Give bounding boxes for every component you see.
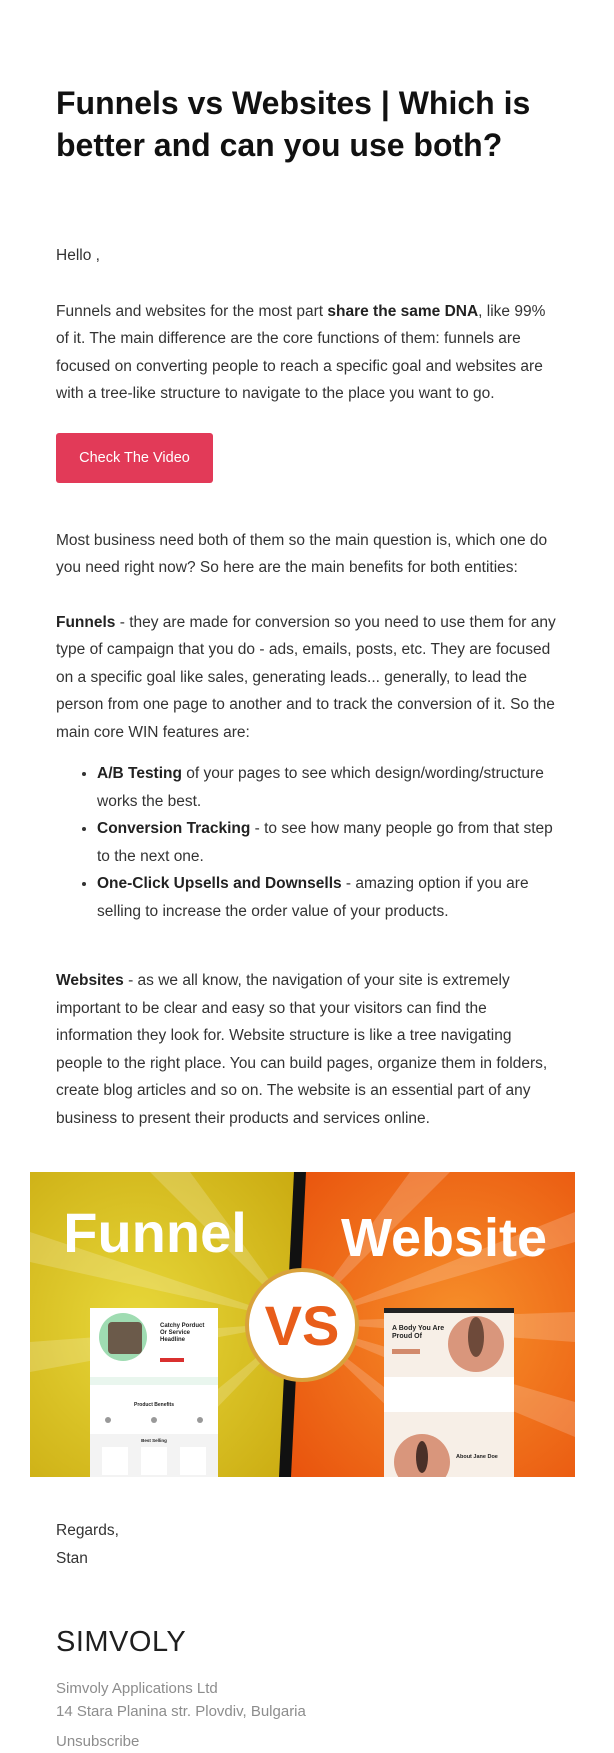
funnel-card-headline: Catchy Porduct Or Service Headline [160, 1323, 205, 1343]
intro-paragraph [56, 298, 558, 408]
funnel-vs-website-banner[interactable] [30, 1172, 575, 1477]
intro-text-end: , like 99% of it. The main difference are the core functions of them: funnels are focused on converting people to reach a specific goal and websites are with a tree-like structure to navigate to the place you want to go. [56, 302, 546, 402]
unsubscribe-link[interactable]: Unsubscribe [56, 1733, 140, 1750]
greeting: Hello , [56, 247, 100, 264]
funnels-text: - they are made for conversion so you need to use them for any type of campaign that you do - ads, emails, posts, etc. They are focused on a specific goal like sales, generating leads... generally, to lead the person from one page to another and to track the conversion of it. So the main core WIN features are: [56, 613, 556, 741]
email-title: Funnels vs Websites | Which is better and can you use both? [56, 85, 531, 163]
websites-text: - as we all know, the navigation of your site is extremely important to be clear and easy so that your visitors can find the information they look for. Website structure is like a tree navigating people to the right place. You can build pages, organize them in folders, create blog articles and so on. The website is an essential part of any business to present their products and services online. [56, 972, 548, 1127]
footer [56, 1677, 558, 1723]
feature-name: One-Click Upsells and Downsells [97, 875, 342, 892]
regards: Regards, [56, 1522, 119, 1539]
intro-text-start: Funnels and websites for the most part [56, 302, 328, 320]
funnels-label: Funnels [56, 613, 116, 631]
banner-image [30, 1172, 575, 1477]
right-title: Website [340, 1208, 548, 1268]
list-item [97, 815, 558, 870]
feature-name: Conversion Tracking [97, 820, 251, 837]
intro-bold: share the same DNA [327, 302, 479, 320]
websites-paragraph [56, 967, 558, 1132]
list-item [97, 870, 558, 925]
vs-text: VS [264, 1294, 340, 1357]
feature-list [56, 760, 558, 925]
feature-name: A/B Testing [97, 765, 182, 782]
feature-text: of your pages to see which design/wording/structure works the best. [97, 765, 544, 810]
websites-label: Websites [56, 972, 124, 989]
list-item [97, 760, 558, 815]
website-card-section: About Jane Doe [456, 1454, 498, 1460]
funnel-card-section2: Best Selling [141, 1438, 167, 1443]
check-video-button[interactable]: Check The Video [56, 433, 213, 483]
company-name: Simvoly Applications Ltd [56, 1680, 218, 1697]
funnels-paragraph [56, 609, 558, 747]
signature: Stan [56, 1549, 88, 1567]
left-title: Funnel [63, 1201, 247, 1264]
company-address: 14 Stara Planina str. Plovdiv, Bulgaria [56, 1703, 306, 1720]
feature-text: - amazing option if you are selling to increase the order value of your products. [97, 875, 529, 920]
funnel-card-section: Product Benefits [133, 1402, 175, 1408]
benefits-intro: Most business need both of them so the main question is, which one do you need right now? So here are the main benefits for both entities: [56, 531, 548, 576]
simvoly-logo: SIMVOLY [56, 1626, 187, 1658]
website-card-headline: A Body You Are Proud Of [392, 1325, 445, 1340]
feature-text: - to see how many people go from that step to the next one. [97, 820, 553, 865]
